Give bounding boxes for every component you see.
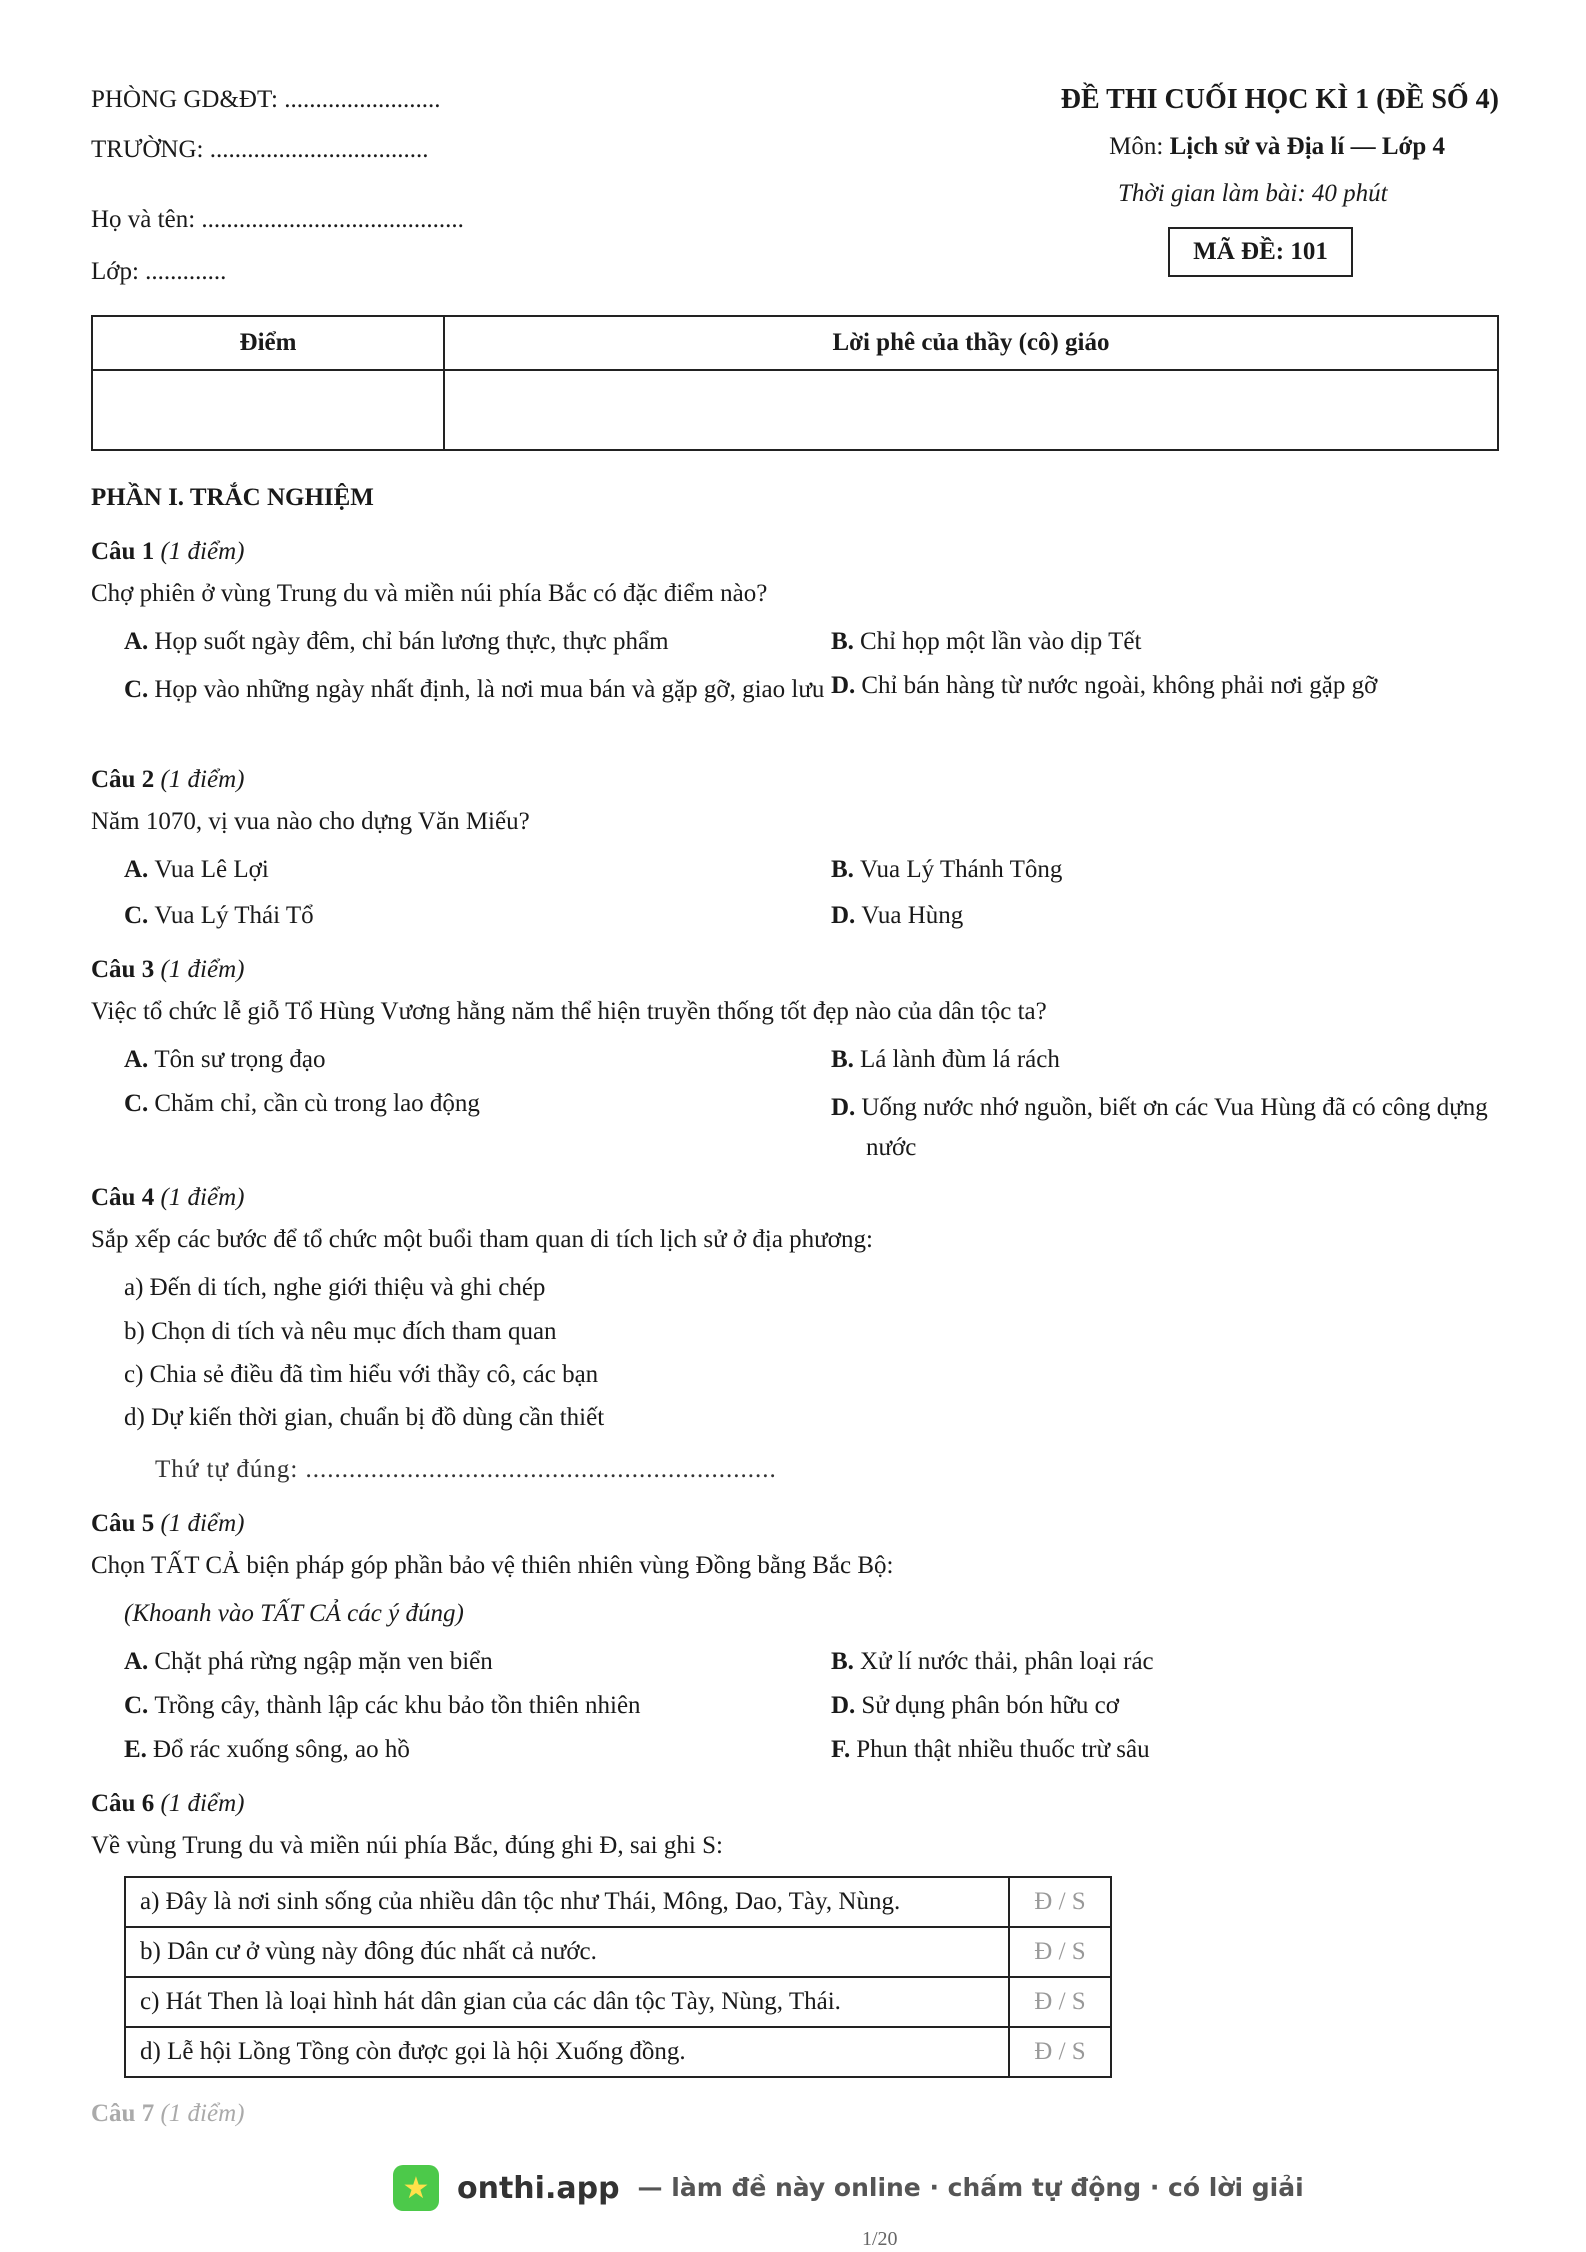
table-row bbox=[125, 1977, 1111, 2027]
q5-option-c[interactable]: C. Trồng cây, thành lập các khu bảo tồn thiên nhiên bbox=[124, 1692, 641, 1719]
brand-name: onthi.app bbox=[457, 2170, 620, 2206]
table-row bbox=[125, 1927, 1111, 1977]
q4-step-b: b) Chọn di tích và nêu mục đích tham quan bbox=[124, 1318, 557, 1345]
table-row bbox=[125, 1877, 1111, 1927]
q6-title: Câu 6 (1 điểm) bbox=[91, 1790, 245, 1817]
q4-title: Câu 4 (1 điểm) bbox=[91, 1184, 245, 1211]
q5-option-d[interactable]: D. Sử dụng phân bón hữu cơ bbox=[831, 1692, 1119, 1719]
table-row bbox=[125, 2027, 1111, 2077]
q2-option-b[interactable]: B. Vua Lý Thánh Tông bbox=[831, 856, 1063, 883]
answer-cell-a[interactable]: Đ / S bbox=[1009, 1877, 1111, 1927]
exam-code: MÃ ĐỀ: 101 bbox=[1168, 227, 1353, 277]
q3-option-d[interactable]: D. Uống nước nhớ nguồn, biết ơn các Vua Hùng đã có công dựng nước bbox=[831, 1094, 1488, 1161]
q5-option-b[interactable]: B. Xử lí nước thải, phân loại rác bbox=[831, 1648, 1154, 1675]
q4-step-d: d) Dự kiến thời gian, chuẩn bị đồ dùng cần thiết bbox=[124, 1404, 605, 1431]
answer-cell-c[interactable]: Đ / S bbox=[1009, 1977, 1111, 2027]
answer-cell-d[interactable]: Đ / S bbox=[1009, 2027, 1111, 2077]
answer-cell-b[interactable]: Đ / S bbox=[1009, 1927, 1111, 1977]
q3-option-a[interactable]: A. Tôn sư trọng đạo bbox=[124, 1046, 326, 1073]
page-number: 1/20 bbox=[862, 2228, 898, 2250]
true-false-table bbox=[124, 1876, 1112, 2078]
q5-option-a[interactable]: A. Chặt phá rừng ngập mặn ven biển bbox=[124, 1648, 493, 1675]
q5-title: Câu 5 (1 điểm) bbox=[91, 1510, 245, 1537]
star-logo-icon: ★ bbox=[393, 2165, 439, 2211]
statement-c: c) Hát Then là loại hình hát dân gian của các dân tộc Tày, Nùng, Thái. bbox=[125, 1977, 1009, 2027]
q1-text: Chợ phiên ở vùng Trung du và miền núi phía Bắc có đặc điểm nào? bbox=[91, 580, 768, 607]
q1-option-a[interactable]: A. Họp suốt ngày đêm, chỉ bán lương thực, thực phẩm bbox=[124, 628, 669, 655]
q4-step-a: a) Đến di tích, nghe giới thiệu và ghi chép bbox=[124, 1274, 546, 1301]
q1-label: Câu 1 bbox=[91, 538, 155, 565]
student-name-field: Họ và tên: .......................................... bbox=[91, 206, 464, 233]
q3-text: Việc tổ chức lễ giỗ Tổ Hùng Vương hằng năm thể hiện truyền thống tốt đẹp nào của dân tộc ta? bbox=[91, 998, 1047, 1025]
q3-option-c[interactable]: C. Chăm chỉ, cần cù trong lao động bbox=[124, 1090, 480, 1117]
exam-time: Thời gian làm bài: 40 phút bbox=[1118, 180, 1388, 207]
statement-d: d) Lễ hội Lồng Tồng còn được gọi là hội Xuống đồng. bbox=[125, 2027, 1009, 2077]
score-header: Điểm bbox=[92, 316, 444, 370]
q2-option-a[interactable]: A. Vua Lê Lợi bbox=[124, 856, 269, 883]
exam-title: ĐỀ THI CUỐI HỌC KÌ 1 (ĐỀ SỐ 4) bbox=[1060, 84, 1499, 115]
q1-title bbox=[91, 536, 244, 569]
q4-text: Sắp xếp các bước để tổ chức một buổi tham quan di tích lịch sử ở địa phương: bbox=[91, 1226, 873, 1253]
exam-subject bbox=[1109, 131, 1445, 164]
subject-prefix: Môn: bbox=[1109, 133, 1170, 160]
part1-heading: PHẦN I. TRẮC NGHIỆM bbox=[91, 484, 374, 511]
q5-text: Chọn TẤT CẢ biện pháp góp phần bảo vệ thiên nhiên vùng Đồng bằng Bắc Bộ: bbox=[91, 1552, 894, 1579]
q4-step-c: c) Chia sẻ điều đã tìm hiểu với thầy cô, các bạn bbox=[124, 1361, 599, 1388]
comment-header: Lời phê của thầy (cô) giáo bbox=[444, 316, 1498, 370]
q2-text: Năm 1070, vị vua nào cho dựng Văn Miếu? bbox=[91, 808, 530, 835]
dept-field: PHÒNG GD&ĐT: ......................... bbox=[91, 86, 441, 113]
q2-title: Câu 2 (1 điểm) bbox=[91, 766, 245, 793]
statement-b: b) Dân cư ở vùng này đông đúc nhất cả nước. bbox=[125, 1927, 1009, 1977]
score-cell[interactable] bbox=[92, 370, 444, 450]
q5-option-f[interactable]: F. Phun thật nhiều thuốc trừ sâu bbox=[831, 1736, 1150, 1763]
q5-note: (Khoanh vào TẤT CẢ các ý đúng) bbox=[124, 1600, 464, 1627]
q2-option-c[interactable]: C. Vua Lý Thái Tổ bbox=[124, 902, 314, 929]
brand-tagline: — làm đề này online · chấm tự động · có lời giải bbox=[637, 2172, 1304, 2202]
school-field: TRƯỜNG: ................................... bbox=[91, 136, 429, 163]
q1-points: (1 điểm) bbox=[160, 538, 245, 565]
q5-option-e[interactable]: E. Đổ rác xuống sông, ao hồ bbox=[124, 1736, 410, 1763]
q1-option-b[interactable]: B. Chỉ họp một lần vào dịp Tết bbox=[831, 628, 1142, 655]
q7-title: Câu 7 (1 điểm) bbox=[91, 2100, 245, 2127]
q1-option-c[interactable]: C. Họp vào những ngày nhất định, là nơi mua bán và gặp gỡ, giao lưu bbox=[124, 676, 825, 703]
comment-cell[interactable] bbox=[444, 370, 1498, 450]
q2-option-d[interactable]: D. Vua Hùng bbox=[831, 902, 964, 929]
statement-a: a) Đây là nơi sinh sống của nhiều dân tộc như Thái, Mông, Dao, Tày, Nùng. bbox=[125, 1877, 1009, 1927]
brand-link[interactable] bbox=[393, 2165, 1304, 2211]
subject-name: Lịch sử và Địa lí — Lớp 4 bbox=[1169, 133, 1445, 160]
q3-option-b[interactable]: B. Lá lành đùm lá rách bbox=[831, 1046, 1060, 1073]
q3-title: Câu 3 (1 điểm) bbox=[91, 956, 245, 983]
class-field: Lớp: ............. bbox=[91, 258, 227, 285]
score-table bbox=[91, 315, 1499, 451]
q1-option-d[interactable]: D. Chỉ bán hàng từ nước ngoài, không phải nơi gặp gỡ bbox=[831, 672, 1378, 699]
q6-text: Về vùng Trung du và miền núi phía Bắc, đúng ghi Đ, sai ghi S: bbox=[91, 1832, 723, 1859]
q4-order-answer[interactable]: Thứ tự đúng: ................................................................. bbox=[155, 1456, 777, 1483]
